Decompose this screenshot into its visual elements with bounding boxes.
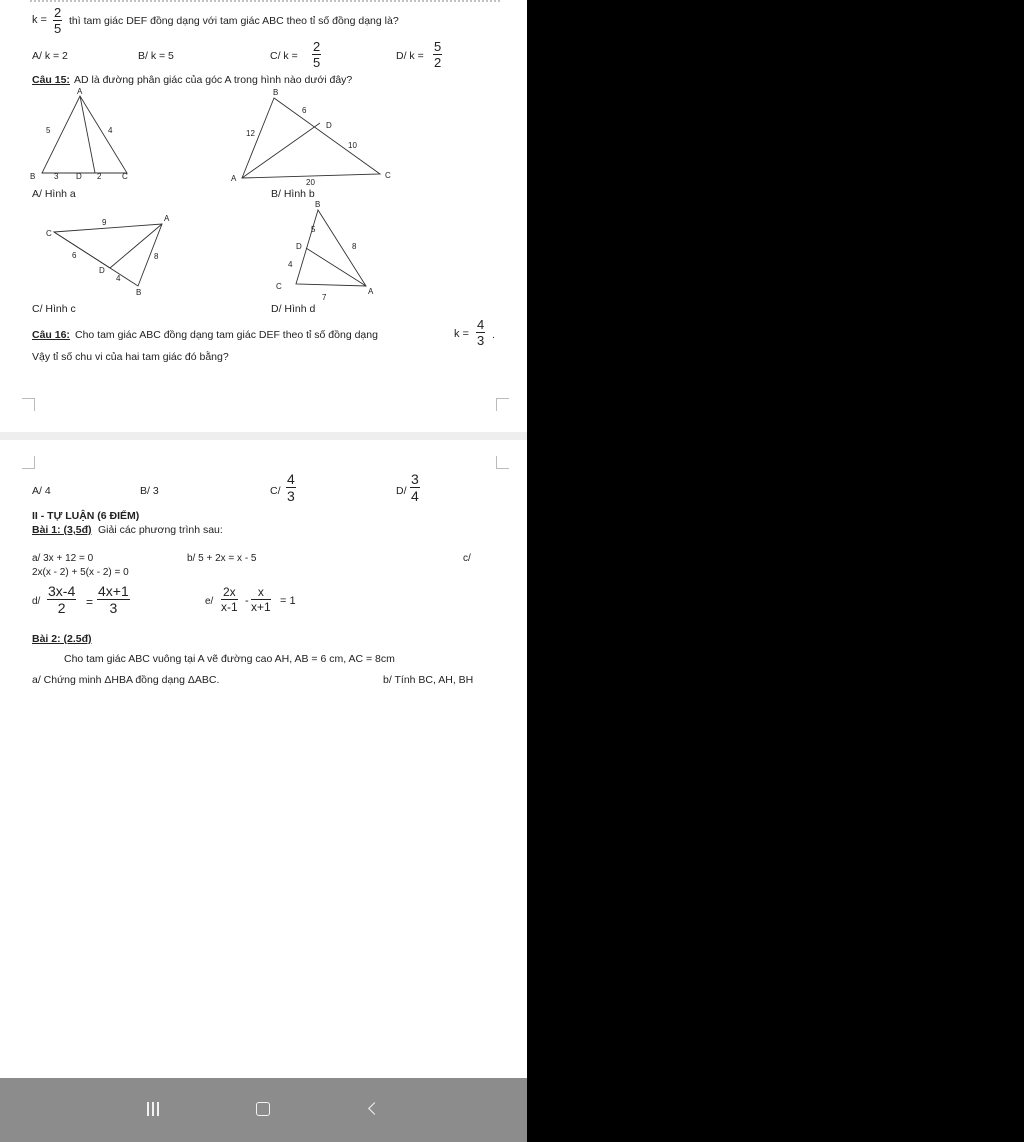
eq-b: b/ 5 + 2x = x - 5: [187, 553, 257, 564]
eq-e-fraction-2: $\frac{x}{x+1}$: [251, 585, 271, 614]
home-icon[interactable]: [256, 1102, 270, 1116]
eq-e-end: = 1: [280, 595, 296, 607]
page-corner-bottom-left: [22, 398, 35, 411]
q15-text: AD là đường phân giác của góc A trong hình nào dưới đây?: [74, 74, 353, 86]
page-corner-top-right: [496, 456, 509, 469]
q15-option-d: D/ Hình d: [271, 303, 316, 315]
fig-c-label-db: 4: [116, 274, 121, 283]
figure-a: [28, 86, 140, 184]
fig-d-vertex-a: A: [368, 287, 374, 296]
q16-end-period: .: [492, 329, 495, 341]
navigation-bar: [0, 1078, 527, 1142]
bai2-part-b: b/ Tính BC, AH, BH: [383, 674, 474, 686]
fig-d-vertex-d: D: [296, 242, 302, 251]
fig-c-vertex-d: D: [99, 266, 105, 275]
bai2-part-a: a/ Chứng minh ΔHBA đồng dạng ΔABC.: [32, 674, 220, 686]
q16-k-fraction: $\frac{4}{3}$: [477, 317, 485, 348]
q16-label: Câu 16:: [32, 329, 70, 341]
eq-c-label: c/: [463, 553, 471, 564]
cut-off-previous-line: [30, 0, 500, 5]
eq-a: a/ 3x + 12 = 0: [32, 553, 94, 564]
fig-a-label-ab: 5: [46, 126, 51, 135]
eq-d-label: d/: [32, 596, 41, 607]
fragment-option-a: A/ k = 2: [32, 50, 68, 62]
document-page: [0, 0, 527, 1078]
bai2-label: Bài 2: (2.5đ): [32, 633, 92, 645]
page-corner-top-left: [22, 456, 35, 469]
fragment-k-fraction: $\frac{2}{5}$: [54, 5, 62, 36]
bai2-text: Cho tam giác ABC vuông tại A vẽ đường cao AH, AB = 6 cm, AC = 8cm: [64, 653, 395, 665]
q16-text: Cho tam giác ABC đồng dạng tam giác DEF theo tỉ số đồng dạng: [75, 329, 378, 341]
fragment-option-c-fraction: $\frac{2}{5}$: [313, 39, 321, 70]
eq-e-fraction-1: $\frac{2x}{x-1}$: [221, 585, 238, 614]
q15-label: Câu 15:: [32, 74, 70, 86]
fragment-option-d-prefix: D/ k =: [396, 50, 424, 62]
page-corner-bottom-right: [496, 398, 509, 411]
fig-d-label-dc: 4: [288, 260, 293, 269]
fig-c-vertex-a: A: [164, 214, 170, 223]
fig-c-vertex-c: C: [46, 229, 52, 238]
fig-b-vertex-d: D: [326, 121, 332, 130]
q16-line2: Vậy tỉ số chu vi của hai tam giác đó bằng?: [32, 351, 229, 363]
fig-b-label-ac: 20: [306, 178, 315, 187]
fig-b-vertex-a: A: [231, 174, 237, 183]
part2-heading: II - TỰ LUẬN (6 ĐIỂM): [32, 510, 140, 522]
fragment-k-prefix: k =: [32, 14, 47, 26]
fig-c-label-ab: 8: [154, 252, 159, 261]
q15-option-a: A/ Hình a: [32, 188, 76, 200]
fig-a-label-bd: 3: [54, 172, 59, 181]
q16-option-c-fraction: $\frac{4}{3}$: [287, 471, 295, 504]
fig-b-label-ab: 12: [246, 129, 255, 138]
eq-d-fraction-1: $\frac{3x-4}{2}$: [48, 583, 76, 616]
fig-a-vertex-d: D: [76, 172, 82, 181]
q16-option-c-prefix: C/: [270, 485, 281, 497]
q16-option-d-prefix: D/: [396, 485, 407, 497]
fig-a-vertex-c: C: [122, 172, 128, 181]
fig-d-label-ab: 8: [352, 242, 357, 251]
bai1-text: Giải các phương trình sau:: [98, 524, 223, 536]
back-icon[interactable]: [368, 1102, 381, 1115]
menu-icon[interactable]: [146, 1102, 162, 1116]
eq-d-equals: =: [86, 595, 94, 609]
fig-a-label-ac: 4: [108, 126, 113, 135]
figure-b: [222, 86, 402, 190]
fig-b-vertex-c: C: [385, 171, 391, 180]
fragment-option-b: B/ k = 5: [138, 50, 174, 62]
fig-c-vertex-b: B: [136, 288, 142, 297]
fig-c-label-cd: 6: [72, 251, 77, 260]
fig-a-vertex-a: A: [77, 87, 83, 96]
q16-option-b: B/ 3: [140, 485, 159, 497]
q15-option-c: C/ Hình c: [32, 303, 76, 315]
q16-option-a: A/ 4: [32, 485, 51, 497]
fragment-option-c-prefix: C/ k =: [270, 50, 298, 62]
fragment-option-d-fraction: $\frac{5}{2}$: [434, 39, 442, 70]
fragment-question-text: thì tam giác DEF đồng dạng với tam giác ABC theo tỉ số đồng dạng là?: [69, 15, 399, 27]
figure-d: [268, 196, 388, 302]
fig-b-vertex-b: B: [273, 88, 279, 97]
fig-a-label-dc: 2: [97, 172, 102, 181]
figure-c: [40, 206, 180, 298]
eq-d-fraction-2: $\frac{4x+1}{3}$: [98, 583, 129, 616]
fig-d-vertex-b: B: [315, 200, 321, 209]
fig-d-label-ca: 7: [322, 293, 327, 302]
fig-a-vertex-b: B: [30, 172, 36, 181]
eq-e-minus: -: [245, 595, 249, 607]
fig-d-vertex-c: C: [276, 282, 282, 291]
fig-d-label-bd: 5: [311, 225, 316, 234]
bai1-label: Bài 1: (3,5đ): [32, 524, 92, 536]
eq-e-label: e/: [205, 596, 214, 607]
eq-c: 2x(x - 2) + 5(x - 2) = 0: [32, 567, 129, 578]
fig-b-label-bd: 6: [302, 106, 307, 115]
q16-option-d-fraction: $\frac{3}{4}$: [411, 471, 419, 504]
fig-b-label-dc: 10: [348, 141, 357, 150]
q15-option-b: B/ Hình b: [271, 188, 315, 200]
fig-c-label-ca: 9: [102, 218, 107, 227]
q16-k-prefix: k =: [454, 328, 469, 340]
page-separator: [0, 432, 527, 440]
